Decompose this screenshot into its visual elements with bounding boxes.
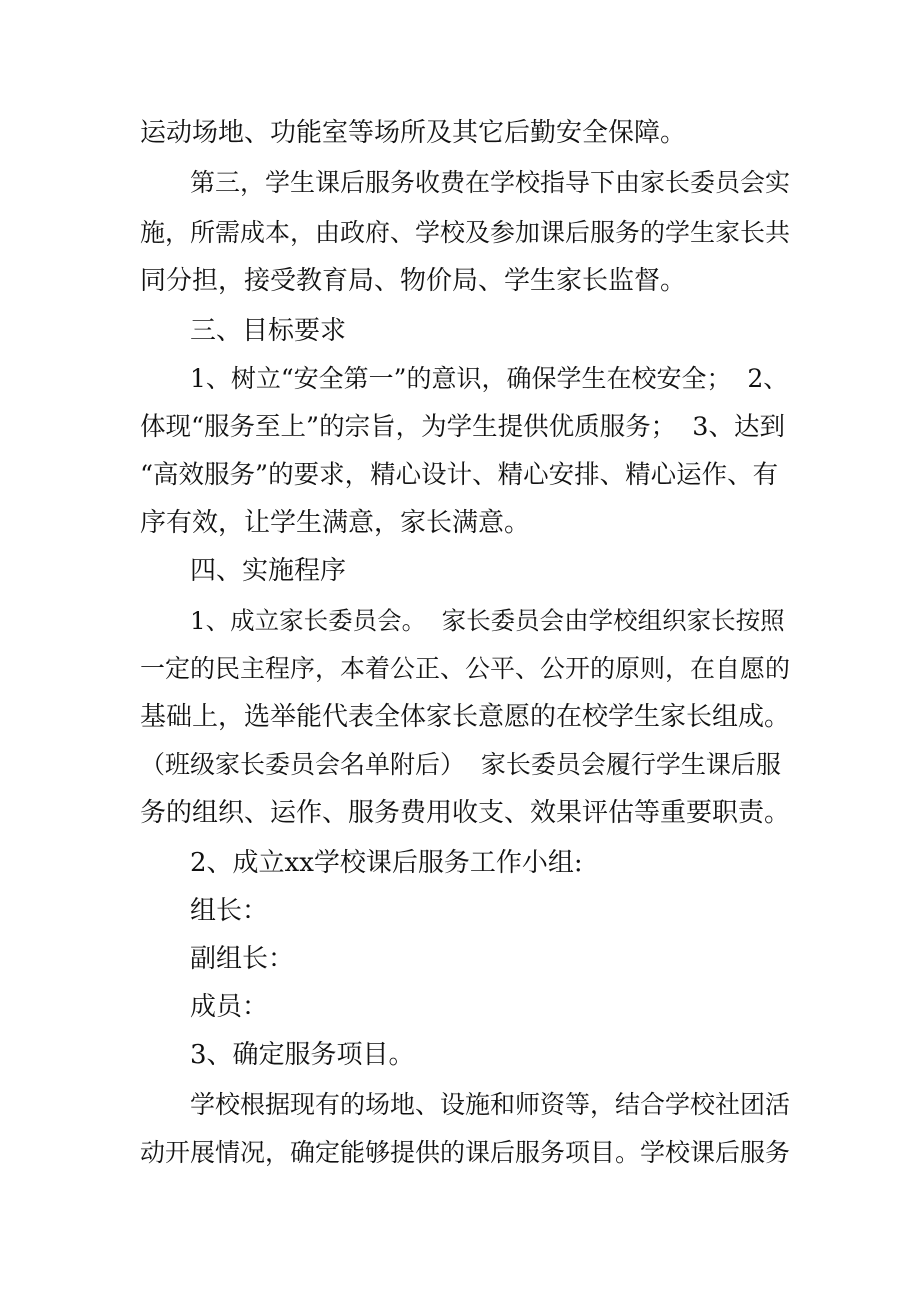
text-line: 务的组织、运作、服务费用收支、效果评估等重要职责。 — [140, 798, 791, 828]
text-line: 序有效，让学生满意，家长满意。 — [140, 508, 531, 538]
section-heading: 四、实施程序 — [190, 556, 347, 586]
text-line: 施，所需成本，由政府、学校及参加课后服务的学生家长共 — [140, 218, 791, 247]
text-line: 体现“服务至上”的宗旨，为学生提供优质服务； 3、达到 — [140, 412, 786, 442]
section-heading: 三、目标要求 — [190, 316, 347, 346]
text-line: 组长： — [190, 896, 269, 926]
text-line: 1、成立家长委员会。 家长委员会由学校组织家长按照 — [190, 606, 785, 635]
text-line: 运动场地、功能室等场所及其它后勤安全保障。 — [140, 118, 687, 148]
text-line: 1、树立“安全第一”的意识，确保学生在校安全； 2、 — [190, 364, 789, 393]
text-line: 一定的民主程序，本着公正、公平、公开的原则，在自愿的 — [140, 654, 791, 683]
text-line: 学校根据现有的场地、设施和师资等，结合学校社团活 — [190, 1090, 791, 1119]
text-line: 动开展情况，确定能够提供的课后服务项目。学校课后服务 — [140, 1138, 791, 1167]
text-line: 基础上，选举能代表全体家长意愿的在校学生家长组成。 — [140, 702, 791, 732]
text-line: 3、确定服务项目。 — [190, 1040, 415, 1070]
text-line: 副组长： — [190, 944, 295, 974]
text-line: 同分担，接受教育局、物价局、学生家长监督。 — [140, 266, 687, 296]
text-line: “高效服务”的要求，精心设计、精心安排、精心运作、有 — [140, 460, 779, 490]
text-line: （班级家长委员会名单附后） 家长委员会履行学生课后服 — [140, 750, 781, 779]
text-line: 第三，学生课后服务收费在学校指导下由家长委员会实 — [190, 168, 791, 197]
text-line: 2、成立xx学校课后服务工作小组: — [190, 848, 583, 878]
text-line: 成员： — [190, 992, 269, 1022]
